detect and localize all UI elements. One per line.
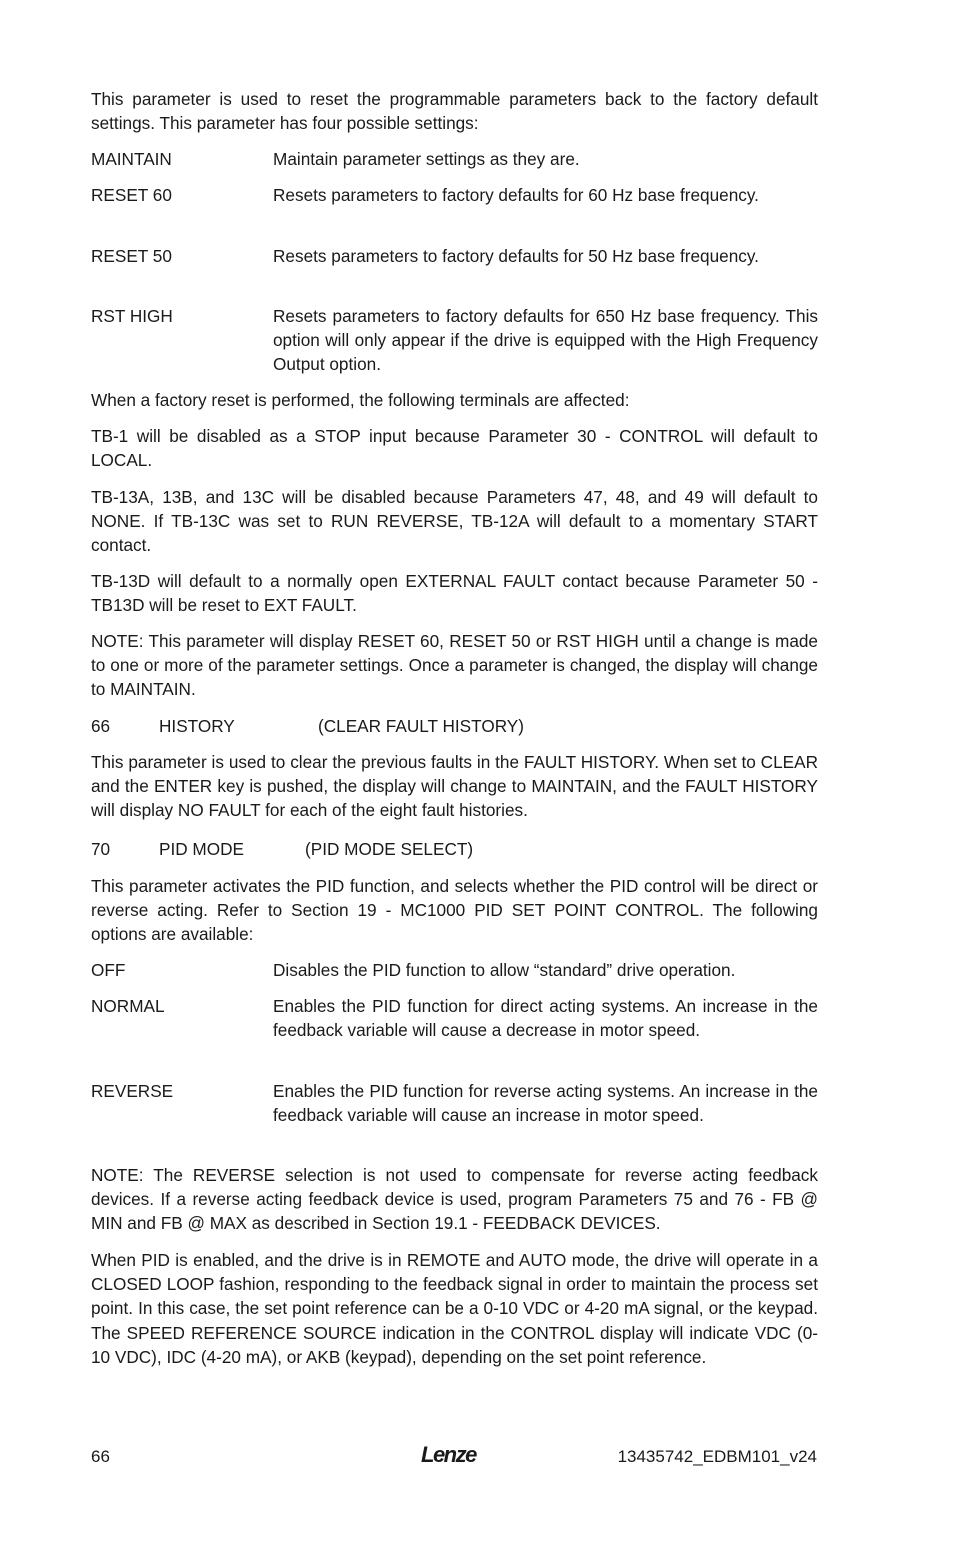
option-description: Resets parameters to factory defaults for 60 Hz base frequency.: [273, 185, 759, 205]
param-name: HISTORY: [159, 716, 235, 736]
param-name: PID MODE: [159, 839, 244, 859]
pid-option-reverse: [91, 1079, 818, 1153]
terminal-tb13abc: TB-13A, 13B, and 13C will be disabled because Parameters 47, 48, and 49 will default to NONE. If TB-13C was set to RUN REVERSE, TB-12A will default to a momentary START contact.: [91, 487, 818, 556]
document-id: 13435742_EDBM101_v24: [617, 1447, 817, 1466]
logo-text: Lenze: [421, 1442, 476, 1467]
param-number: 70: [91, 839, 111, 859]
option-reset-50: [91, 244, 818, 294]
closing-paragraph: When PID is enabled, and the drive is in REMOTE and AUTO mode, the drive will operate in a CLOSED LOOP fashion, responding to the feedback signal in order to maintain the process set point. In this case, the set point reference can be a 0-10 VDC or 4-20 mA signal, or the keypad. The SPEED REFERENCE SOURCE indication in the CONTROL display will indicate VDC (0-10 VDC), IDC (4-20 mA), or AKB (keypad), depending on the set point reference.: [91, 1250, 818, 1367]
page-number: 66: [91, 1447, 110, 1466]
pid-option-normal: [91, 994, 818, 1068]
option-rst-high: [91, 304, 818, 378]
terminal-tb13d: TB-13D will default to a normally open EXTERNAL FAULT contact because Parameter 50 - TB13D will be reset to EXT FAULT.: [91, 571, 818, 616]
terminals-intro: When a factory reset is performed, the following terminals are affected:: [91, 390, 630, 410]
param-66-text: This parameter is used to clear the previous faults in the FAULT HISTORY. When set to CLEAR and the ENTER key is pushed, the display will change to MAINTAIN, and the FAULT HISTORY will display NO FAULT for each of the eight fault histories.: [91, 752, 818, 821]
option-description: Enables the PID function for direct acting systems. An increase in the feedback variable will cause a decrease in motor speed.: [273, 996, 818, 1041]
option-term: RESET 60: [91, 185, 172, 205]
param-70-text: This parameter activates the PID function, and selects whether the PID control will be direct or reverse acting. Refer to Section 19 - MC1000 PID SET POINT CONTROL. The following options are available:: [91, 876, 818, 945]
note-display: NOTE: This parameter will display RESET 60, RESET 50 or RST HIGH until a change is made to one or more of the parameter settings. Once a parameter is changed, the display will change to MAINTAIN.: [91, 631, 818, 700]
param-66-heading: [91, 714, 818, 738]
option-term: MAINTAIN: [91, 149, 172, 169]
option-maintain: [91, 147, 818, 173]
option-description: Enables the PID function for reverse acting systems. An increase in the feedback variable will cause an increase in motor speed.: [273, 1081, 818, 1126]
option-term: OFF: [91, 960, 126, 980]
option-description: Disables the PID function to allow “standard” drive operation.: [273, 960, 736, 980]
intro-paragraph: This parameter is used to reset the programmable parameters back to the factory default settings. This parameter has four possible settings:: [91, 89, 818, 134]
option-term: REVERSE: [91, 1081, 174, 1101]
pid-option-off: [91, 958, 818, 984]
param-number: 66: [91, 716, 111, 736]
option-description: Maintain parameter settings as they are.: [273, 149, 580, 169]
terminal-tb1: TB-1 will be disabled as a STOP input because Parameter 30 - CONTROL will default to LOCAL.: [91, 426, 818, 471]
param-description: (PID MODE SELECT): [305, 839, 474, 859]
note-reverse: NOTE: The REVERSE selection is not used to compensate for reverse acting feedback devices. If a reverse acting feedback device is used, program Parameters 75 and 76 - FB @ MIN and FB @ MAX as described in Section 19.1 - FEEDBACK DEVICES.: [91, 1165, 818, 1234]
param-description: (CLEAR FAULT HISTORY): [318, 716, 524, 736]
lenze-logo: [421, 1440, 487, 1470]
option-term: RST HIGH: [91, 306, 173, 326]
option-description: Resets parameters to factory defaults for 650 Hz base frequency. This option will only appear if the drive is equipped with the High Frequency Output option.: [273, 306, 818, 375]
option-term: RESET 50: [91, 246, 172, 266]
option-reset-60: [91, 183, 818, 233]
option-term: NORMAL: [91, 996, 165, 1016]
param-70-heading: [91, 837, 818, 861]
option-description: Resets parameters to factory defaults for 50 Hz base frequency.: [273, 246, 759, 266]
